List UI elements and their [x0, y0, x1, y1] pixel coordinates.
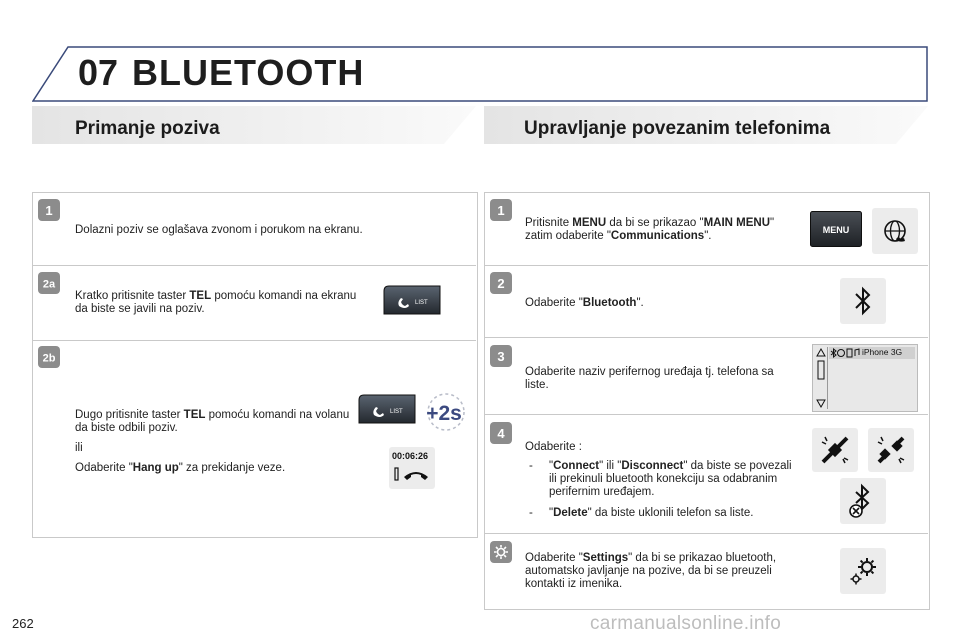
device-name: iPhone 3G: [862, 347, 903, 357]
step-badge-1: [38, 199, 60, 221]
device-status-icons: [830, 348, 860, 358]
settings-gear-icon: [848, 555, 880, 587]
svg-text:3: 3: [497, 349, 505, 364]
step-text: Dolazni poziv se oglašava zvonom i porukom na ekranu.: [75, 224, 363, 236]
svg-text:1: 1: [497, 203, 505, 218]
svg-text:2: 2: [497, 276, 505, 291]
device-list-item[interactable]: [829, 347, 915, 359]
svg-text:1: 1: [45, 203, 53, 218]
svg-text:4: 4: [497, 426, 505, 441]
divider: [484, 337, 928, 338]
globe-phone-icon: [881, 217, 909, 245]
call-timer: 00:06:26: [392, 451, 429, 461]
svg-text:+2s: +2s: [426, 402, 462, 425]
divider: [484, 533, 928, 534]
bluetooth-tile[interactable]: [840, 278, 886, 324]
step-text: Odaberite : - "Connect" ili "Disconnect" da biste se povezali ili prekinuli bluetooth konekciju sa odabranim perifernim uređajem. - "Delete" da biste uklonili telefon sa liste.: [525, 441, 797, 526]
svg-text:LIST: LIST: [390, 409, 403, 415]
svg-text:2b: 2b: [42, 352, 56, 365]
communications-tile[interactable]: [872, 208, 918, 254]
step-text: Dugo pritisnite taster TEL pomoću komandi na volanu da biste odbili poziv. ili Odaberite "Hang up" za prekidanje veze.: [75, 409, 350, 474]
step-badge-4: [490, 422, 512, 444]
step-badge-3: [490, 345, 512, 367]
watermark: carmanualsonline.info: [590, 613, 782, 634]
step-badge-2: [490, 272, 512, 294]
connect-icon: [819, 434, 851, 466]
step-text: Odaberite "Bluetooth".: [525, 297, 644, 309]
page-number: 262: [12, 616, 34, 631]
list-scrollbar[interactable]: [815, 347, 828, 409]
bluetooth-delete-icon: [846, 483, 880, 519]
svg-text:2a: 2a: [42, 278, 56, 291]
settings-tile[interactable]: [840, 548, 886, 594]
hang-up-icon: [394, 465, 430, 483]
step-text: Odaberite naziv perifernog uređaja tj. telefona sa liste.: [525, 366, 774, 391]
settings-badge: [490, 541, 512, 563]
step-text: Kratko pritisnite taster TEL pomoću komandi na ekranu da biste se javili na poziv.: [75, 290, 357, 315]
right-section-title: Upravljanje povezanim telefonima: [524, 118, 831, 139]
device-list-screen: [812, 344, 918, 412]
hang-up-screen[interactable]: [389, 447, 435, 489]
menu-button[interactable]: [810, 211, 862, 247]
chapter-title: BLUETOOTH: [132, 52, 365, 93]
tel-list-button[interactable]: [358, 394, 416, 424]
divider: [32, 340, 476, 341]
divider: [484, 414, 928, 415]
left-section-title: Primanje poziva: [75, 118, 220, 139]
divider: [484, 265, 928, 266]
step-text: Pritisnite MENU da bi se prikazao "MAIN MENU" zatim odaberite "Communications".: [525, 217, 775, 242]
step-text: Odaberite "Settings" da bi se prikazao bluetooth, automatsko javljanje na pozive, da bi se preuzeli kontakti iz imenika.: [525, 552, 777, 590]
step-badge-1: [490, 199, 512, 221]
step-badge-2a: [38, 272, 60, 294]
step-badge-2b: [38, 346, 60, 368]
hold-two-seconds-icon: [420, 390, 468, 434]
disconnect-tile[interactable]: [868, 428, 914, 472]
chapter-number: 07: [78, 52, 119, 93]
disconnect-icon: [875, 434, 907, 466]
divider: [32, 265, 476, 266]
tel-list-button[interactable]: [383, 285, 441, 315]
svg-text:MENU: MENU: [822, 225, 850, 235]
svg-text:LIST: LIST: [415, 300, 428, 306]
bluetooth-icon: [853, 285, 873, 317]
delete-tile[interactable]: [840, 478, 886, 524]
connect-tile[interactable]: [812, 428, 858, 472]
